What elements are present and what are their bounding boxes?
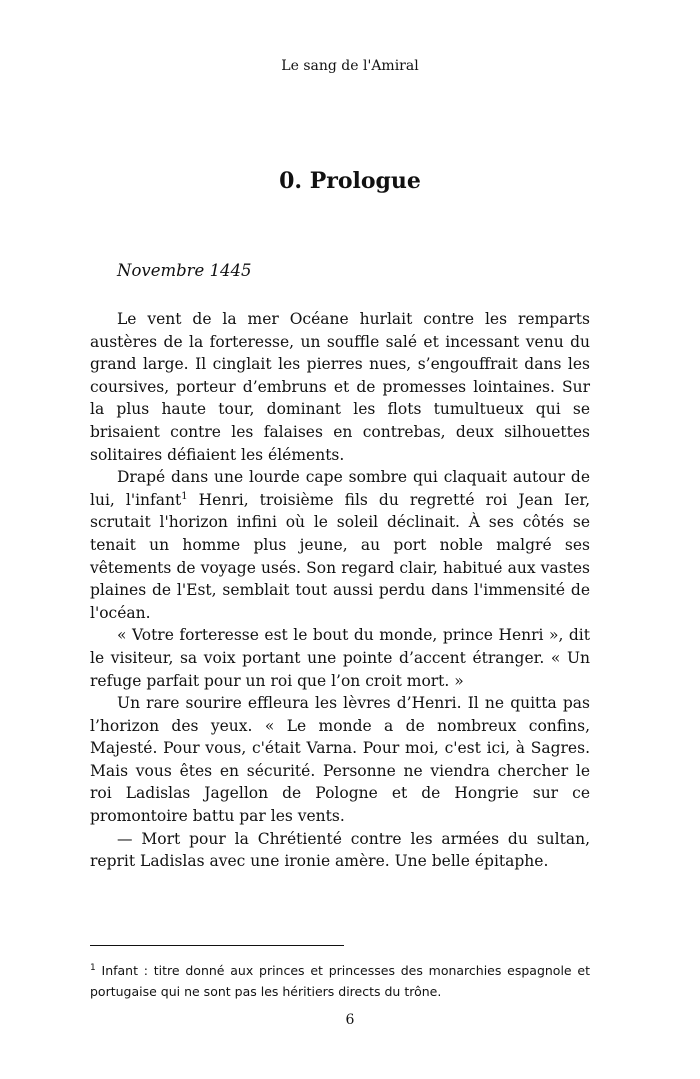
chapter-title: 0. Prologue xyxy=(279,168,421,194)
paragraph-1 xyxy=(90,308,590,466)
body-text xyxy=(90,308,590,873)
footnote xyxy=(90,958,590,1002)
paragraph-3 xyxy=(90,624,590,692)
chapter-date: Novembre 1445 xyxy=(117,261,252,280)
paragraph-text: — Mort pour la Chrétienté contre les armées du sultan, reprit Ladislas avec une ironie amère. Une belle épitaphe. xyxy=(90,829,590,871)
paragraph-text-continued: Henri, troisième fils du regretté roi Jean Ier, scrutait l'horizon infini où le soleil déclinait. À ses côtés se tenait un homme plus jeune, au port noble malgré ses vêtements de voyage usés. Son regard clair, habitué aux vastes plaines de l'Est, semblait tout aussi perdu dans l'immensité de l'océan. xyxy=(90,490,590,622)
paragraph-text: Drapé dans une lourde cape sombre qui claquait autour de lui, l'infant xyxy=(90,468,590,509)
footnote-reference[interactable]: 1 xyxy=(181,490,188,502)
paragraph-text: « Votre forteresse est le bout du monde, prince Henri », dit le visiteur, sa voix portant une pointe d’accent étranger. « Un refuge parfait pour un roi que l’on croit mort. » xyxy=(90,626,590,690)
page-number: 6 xyxy=(345,1012,355,1028)
footnote-number: 1 xyxy=(90,963,96,973)
paragraph-text: Un rare sourire effleura les lèvres d’Henri. Il ne quitta pas l’horizon des yeux. « Le monde a de nombreux confins, Majesté. Pour vous, c'était Varna. Pour moi, c'est ici, à Sagres. Mais vous êtes en sécurité. Personne ne viendra chercher le roi Ladislas Jagellon de Pologne et de Hongrie sur ce promontoire battu par les vents. xyxy=(90,694,590,826)
paragraph-text: Le vent de la mer Océane hurlait contre les remparts austères de la forteresse, un souffle salé et incessant venu du grand large. Il cinglait les pierres nues, s’engouffrait dans les coursives, porteur d’embruns et de promesses lointaines. Sur la plus haute tour, dominant les flots tumultueux qui se brisaient contre les falaises en contrebas, deux silhouettes solitaires défiaient les éléments. xyxy=(90,310,590,464)
footnote-text: Infant : titre donné aux princes et princesses des monarchies espagnole et portugaise qui ne sont pas les héritiers directs du trône. xyxy=(90,963,590,1000)
running-header: Le sang de l'Amiral xyxy=(281,58,419,74)
footnote-separator xyxy=(90,945,344,946)
paragraph-2 xyxy=(90,466,590,624)
paragraph-5 xyxy=(90,828,590,873)
paragraph-4 xyxy=(90,692,590,828)
